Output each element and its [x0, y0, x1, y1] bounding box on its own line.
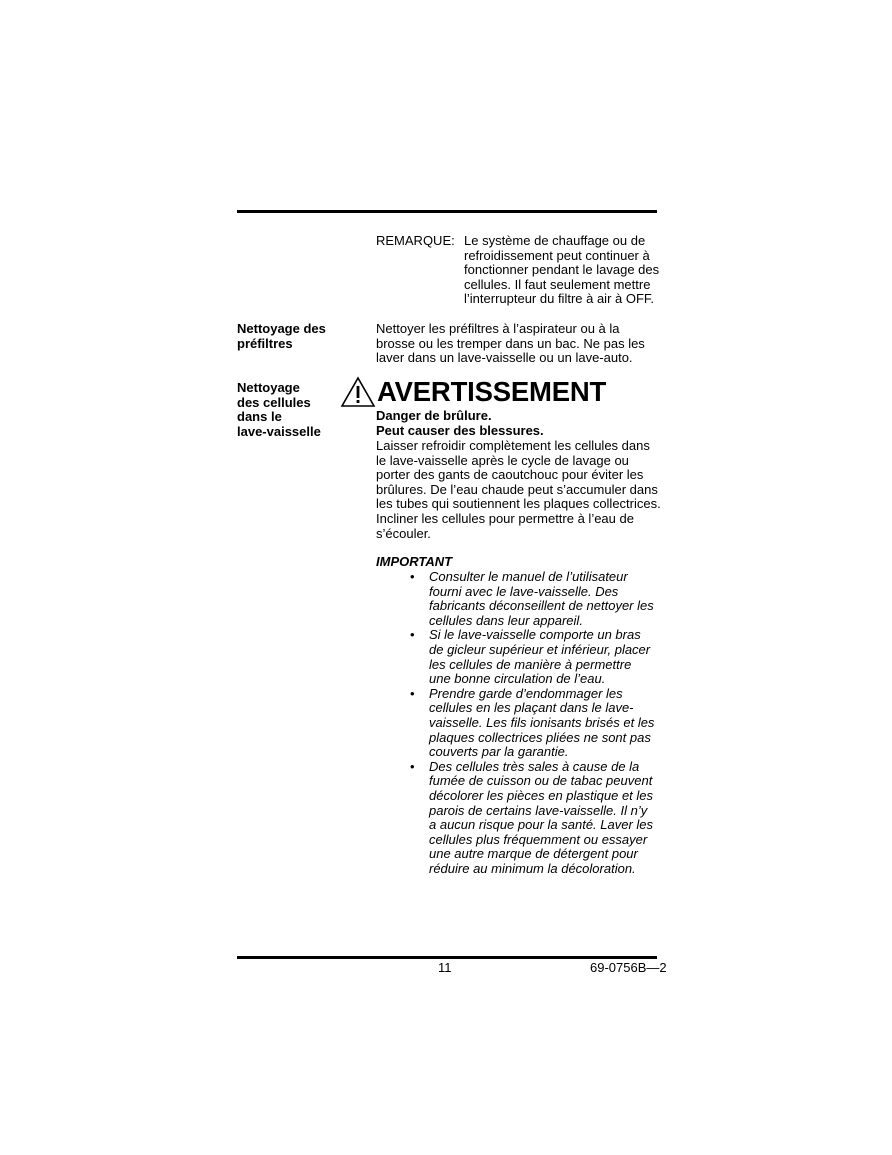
- warning-triangle-icon: [340, 376, 376, 408]
- document-number: 69-0756B—2: [590, 960, 667, 975]
- important-list: [410, 570, 662, 876]
- warning-title: AVERTISSEMENT: [377, 376, 607, 407]
- bullet-text: Prendre garde d’endommager les cellules en les plaçant dans le lave- vaisselle. Les fils ionisants brisés et les plaques collectrices pliées ne sont pas couverts par la garantie.: [429, 685, 655, 760]
- note-block: [376, 234, 661, 307]
- list-item: [410, 760, 662, 877]
- danger-text: Danger de brûlure. Peut causer des blessures.: [376, 408, 544, 438]
- important-title: IMPORTANT: [376, 554, 453, 569]
- bullet-text: Des cellules très sales à cause de la fumée de cuisson ou de tabac peuvent décolorer les pièces en plastique et les parois de certains lave-vaisselle. Il n’y a aucun risque pour la santé. Laver les cellules plus fréquemment ou essayer une autre marque de détergent pour réduire au minimum la décoloration.: [429, 758, 654, 876]
- bullet-icon: •: [410, 758, 415, 774]
- prefilters-text: Nettoyer les préfiltres à l’aspirateur ou à la brosse ou les tremper dans un bac. Ne pas les laver dans un lave-vaisselle ou un lave-auto.: [376, 321, 645, 366]
- list-item: [410, 570, 662, 628]
- bottom-rule: [237, 956, 657, 959]
- list-item: [410, 628, 662, 686]
- bullet-icon: •: [410, 569, 415, 584]
- warning-text: Laisser refroidir complètement les cellules dans le lave-vaisselle après le cycle de lavage ou porter des gants de caoutchouc pour éviter les brûlures. De l’eau chaude peut s’accumuler dans les tubes qui soutiennent les plaques collectrices. Incliner les cellules pour permettre à l’eau de s’écouler.: [376, 438, 661, 541]
- cells-heading: Nettoyage des cellules dans le lave-vaisselle: [237, 380, 321, 439]
- note-label: REMARQUE:: [376, 233, 455, 248]
- page-number: 11: [438, 960, 452, 975]
- bullet-icon: •: [410, 685, 415, 701]
- prefilters-heading: Nettoyage des préfiltres: [237, 321, 326, 351]
- bullet-icon: •: [410, 627, 415, 643]
- top-rule: [237, 210, 657, 213]
- bullet-text: Si le lave-vaisselle comporte un bras de gicleur supérieur et inférieur, placer les cellules de manière à permettre une bonne circulation de l’eau.: [429, 627, 651, 687]
- list-item: [410, 687, 662, 760]
- bullet-text: Consulter le manuel de l’utilisateur fourni avec le lave-vaisselle. Des fabricants déconseillent de nettoyer les cellules dans leur appareil.: [429, 569, 654, 628]
- note-text: Le système de chauffage ou de refroidissement peut continuer à fonctionner pendant le lavage des cellules. Il faut seulement mettre l’interrupteur du filtre à air à OFF.: [464, 233, 660, 307]
